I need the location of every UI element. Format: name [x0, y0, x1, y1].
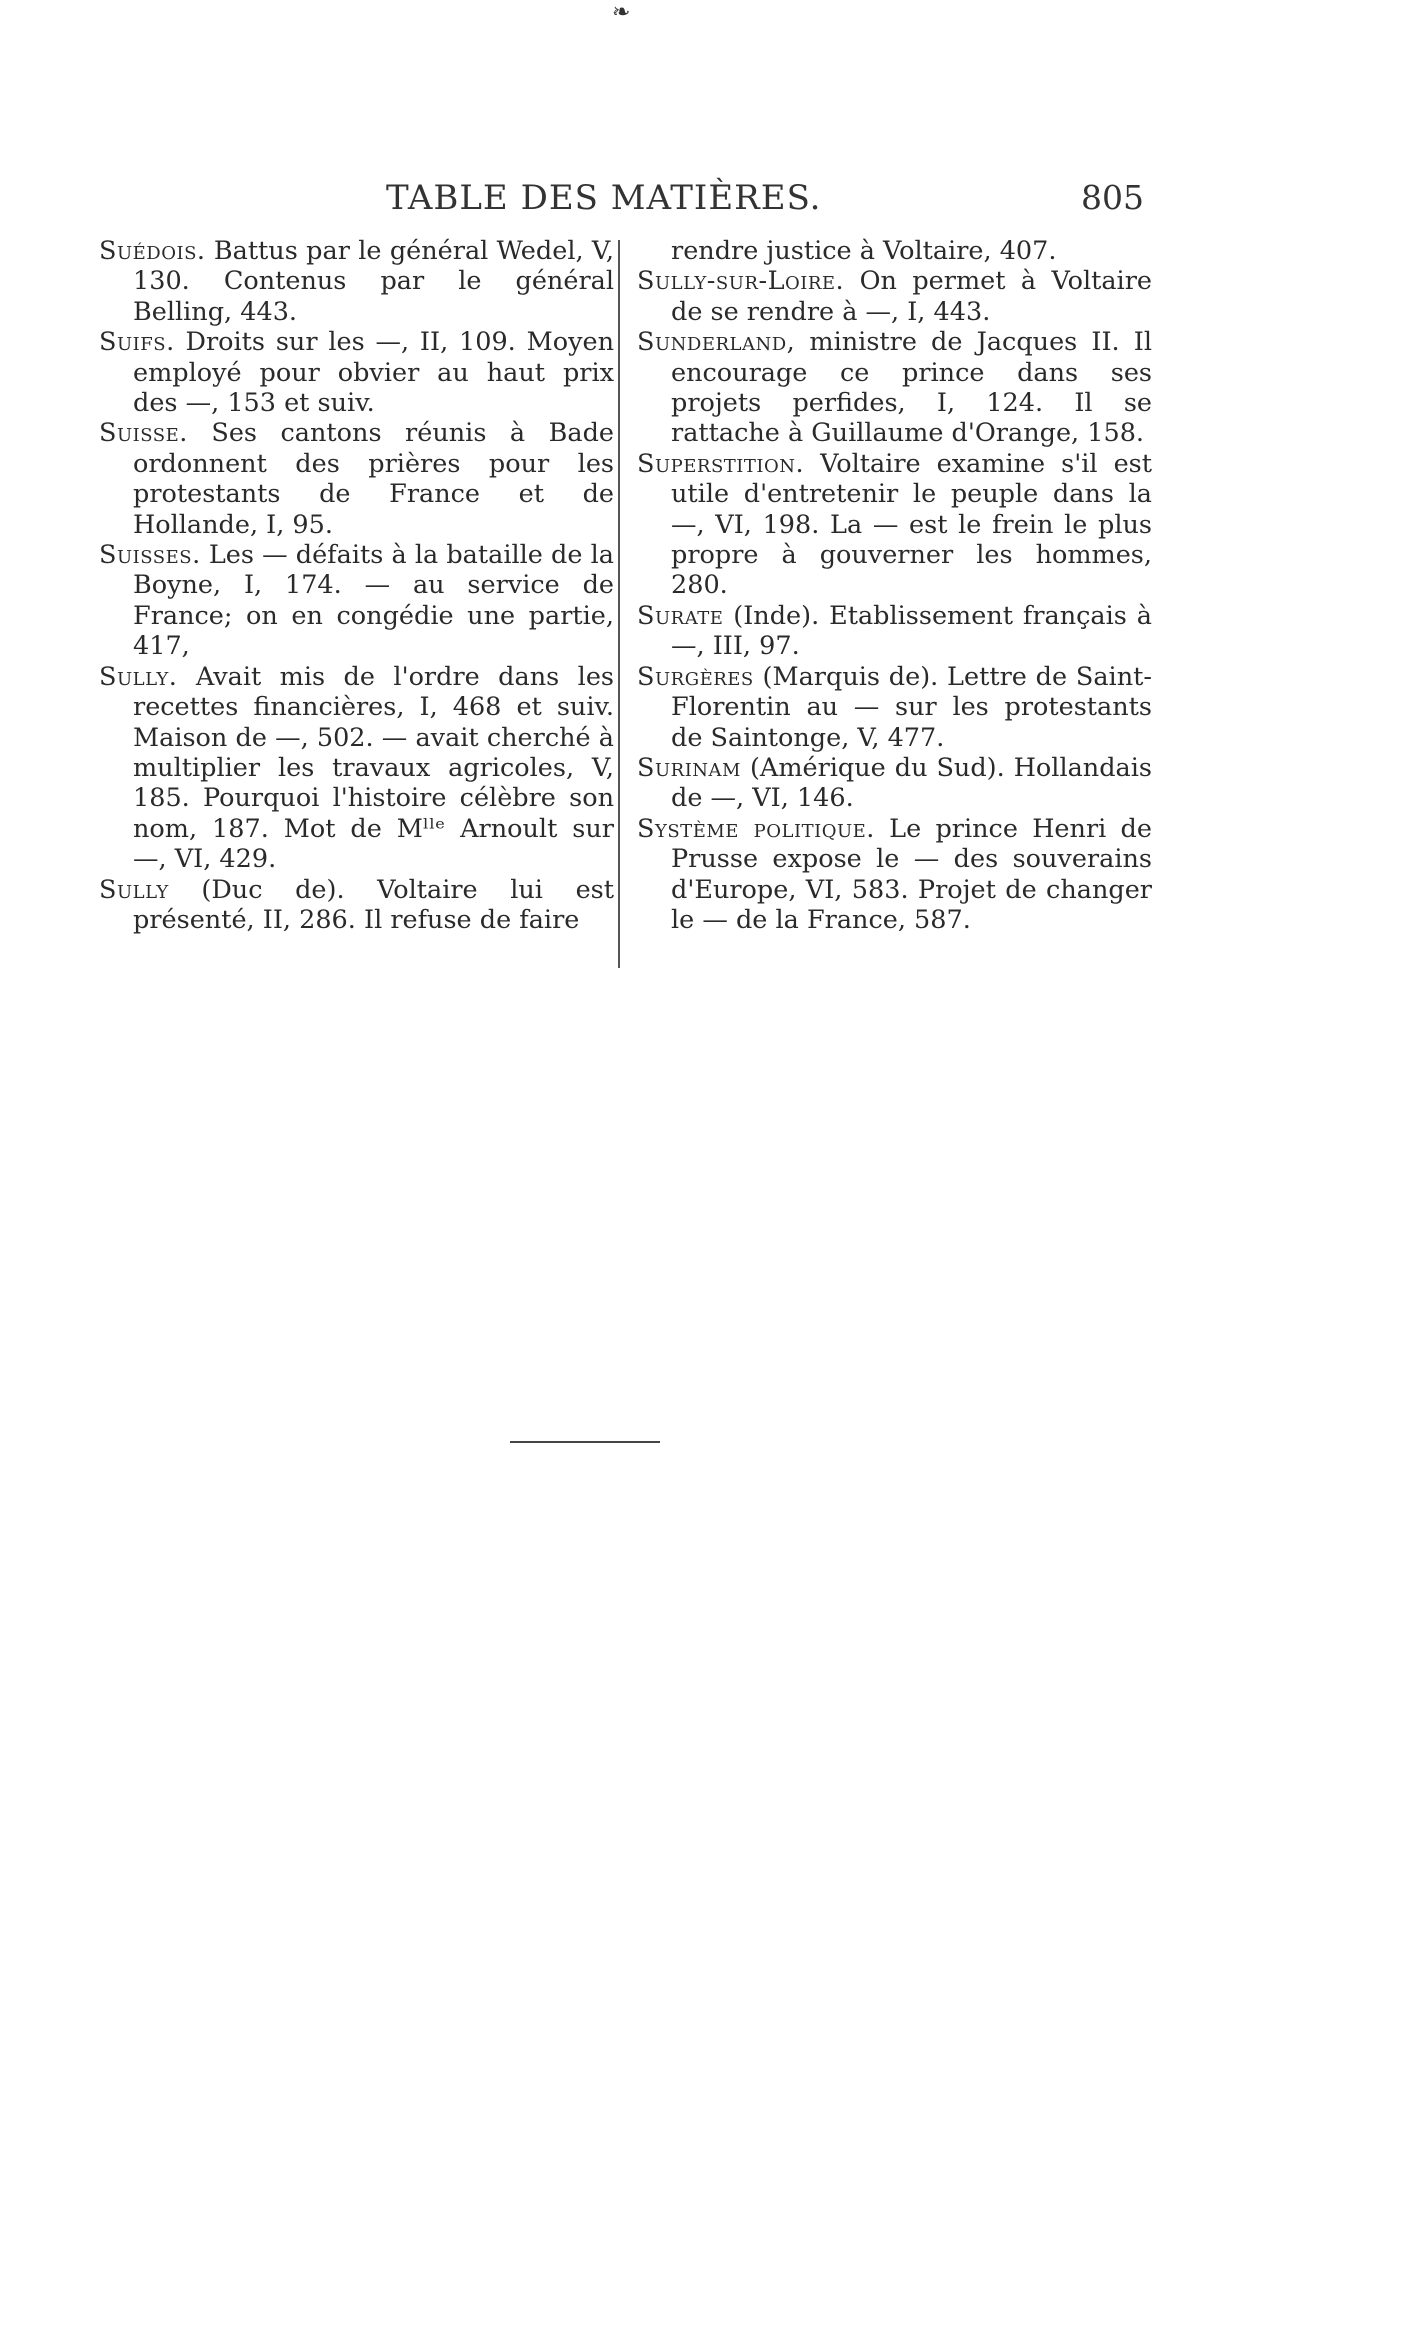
- index-entry: [99, 418, 614, 540]
- entry-text: Les — défaits à la bataille de la Boyne, I, 174. — au service de France; on en congédie une partie, 417,: [133, 540, 614, 662]
- entry-headword: Surinam: [637, 752, 741, 783]
- entry-headword: Superstition.: [637, 448, 805, 479]
- index-column-left: [99, 236, 614, 935]
- entry-text: (Amérique du Sud). Hollandais de —, VI, 146.: [671, 752, 1152, 814]
- entry-text: rendre justice à Voltaire, 407.: [671, 236, 1057, 266]
- entry-headword: Sully.: [99, 661, 178, 692]
- top-ornament: ❧: [612, 0, 631, 25]
- index-entry: [637, 449, 1152, 601]
- page-number: 805: [1081, 178, 1144, 217]
- index-entry: [637, 266, 1152, 327]
- entry-headword: Suédois.: [99, 236, 206, 266]
- index-entry-continuation: [637, 236, 1152, 266]
- column-divider: [618, 240, 620, 968]
- entry-text: On permet à Voltaire de se rendre à —, I, 443.: [671, 266, 1152, 327]
- index-entry: [637, 662, 1152, 753]
- index-entry: [99, 875, 614, 936]
- index-entry: [637, 601, 1152, 662]
- index-entry: [99, 327, 614, 418]
- index-entry: [637, 327, 1152, 449]
- entry-headword: Système politique.: [637, 813, 875, 844]
- entry-text: (Marquis de). Lettre de Saint-Florentin au — sur les protestants de Saintonge, V, 477.: [671, 661, 1152, 753]
- entry-text: Voltaire examine s'il est utile d'entretenir le peuple dans la —, VI, 198. La — est le frein le plus propre à gouverner les hommes, 280.: [671, 448, 1152, 601]
- index-column-right: [637, 236, 1152, 935]
- entry-text: (Duc de). Voltaire lui est présenté, II, 286. Il refuse de faire: [133, 874, 614, 935]
- running-header: [96, 178, 1144, 222]
- entry-headword: Suisses.: [99, 540, 201, 571]
- index-entry: [637, 814, 1152, 936]
- end-rule: [510, 1441, 660, 1443]
- index-entry: [99, 662, 614, 875]
- entry-text: Ses cantons réunis à Bade ordonnent des prières pour les protestants de France et de Hollande, I, 95.: [133, 418, 614, 540]
- entry-headword: Suisse.: [99, 418, 188, 449]
- entry-text: Le prince Henri de Prusse expose le — des souverains d'Europe, VI, 583. Projet de changer le — de la France, 587.: [671, 813, 1152, 935]
- entry-headword: Suifs.: [99, 327, 175, 358]
- index-entry: [99, 236, 614, 327]
- page-title: TABLE DES MATIÈRES.: [386, 178, 822, 218]
- entry-text: Avait mis de l'ordre dans les recettes financières, I, 468 et suiv. Maison de —, 502. — avait cherché à multiplier les travaux agricoles, V, 185. Pourquoi l'histoire célèbre son nom, 187. Mot de Mˡˡᵉ Arnoult sur —, VI, 429.: [133, 661, 614, 875]
- entry-headword: Surgères: [637, 661, 754, 692]
- entry-headword: Sully: [99, 874, 169, 905]
- index-entry: [99, 540, 614, 662]
- entry-text: ministre de Jacques II. Il encourage ce prince dans ses projets perfides, I, 124. Il se rattache à Guillaume d'Orange, 158.: [671, 327, 1152, 449]
- entry-text: Battus par le général Wedel, V, 130. Contenus par le général Belling, 443.: [133, 236, 614, 327]
- entry-text: (Inde). Etablissement français à —, III, 97.: [671, 600, 1152, 662]
- entry-headword: Surate: [637, 600, 724, 631]
- entry-text: Droits sur les —, II, 109. Moyen employé pour obvier au haut prix des —, 153 et suiv.: [133, 327, 614, 419]
- entry-headword: Sunderland,: [637, 327, 796, 358]
- entry-headword: Sully-sur-Loire.: [637, 266, 845, 297]
- index-entry: [637, 753, 1152, 814]
